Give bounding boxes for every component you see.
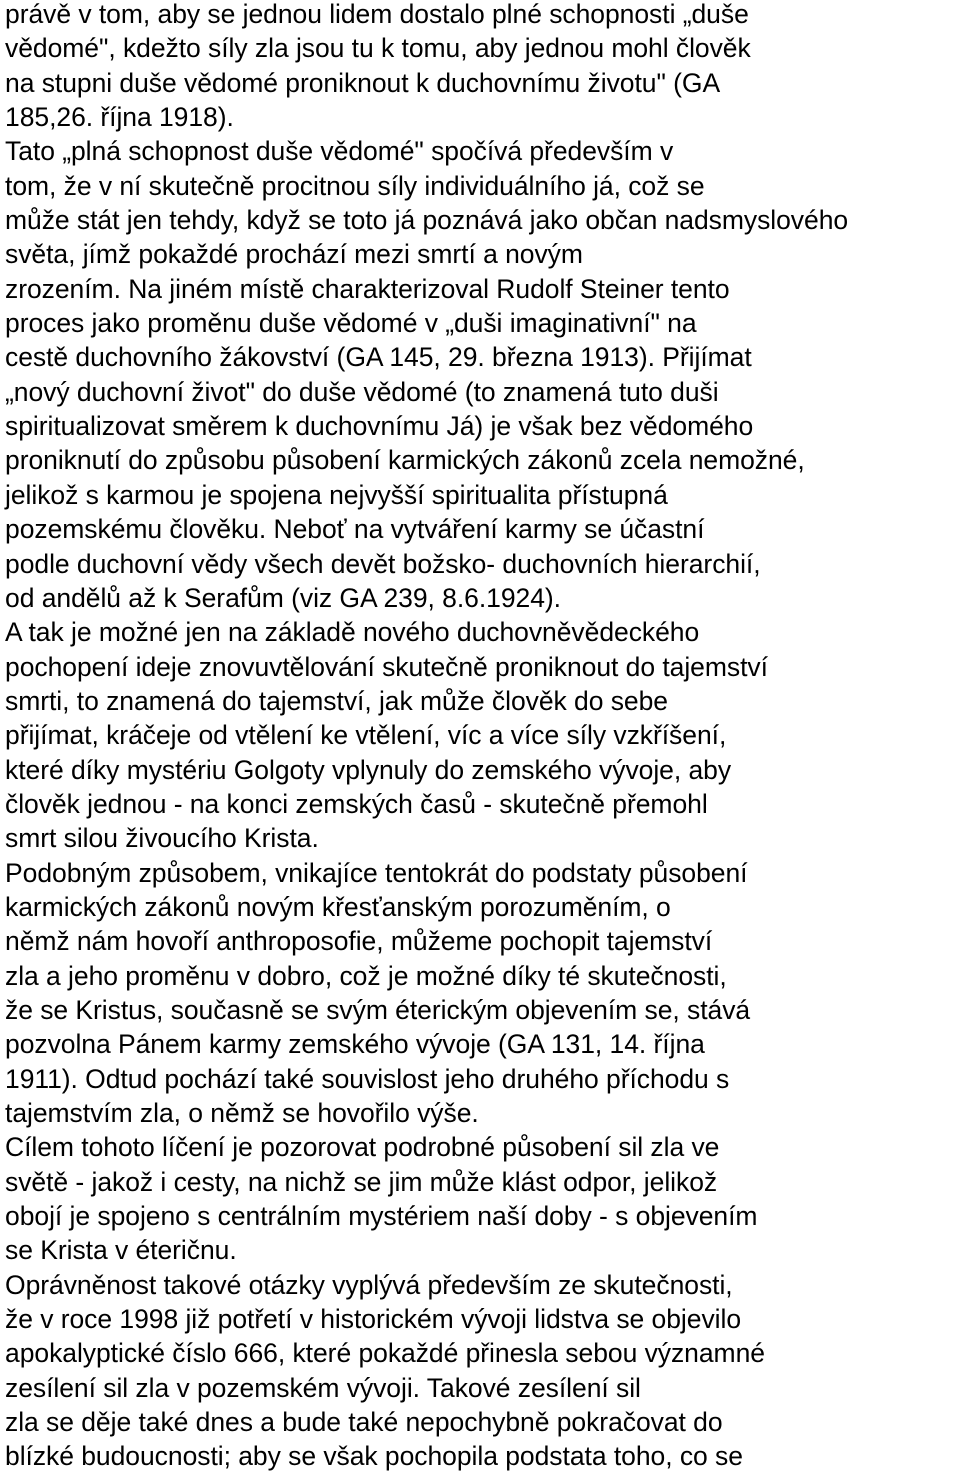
text-line: zesílení sil zla v pozemském vývoji. Takové zesílení sil	[5, 1372, 641, 1403]
text-line: 185,26. října 1918).	[5, 102, 234, 133]
text-line: podle duchovní vědy všech devět božsko- duchovních hierarchií,	[5, 548, 761, 579]
text-line: na stupni duše vědomé proniknout k duchovnímu životu" (GA	[5, 67, 721, 98]
text-line: tom, že v ní skutečně procitnou síly individuálního já, což se	[5, 170, 705, 201]
text-line: zrozením. Na jiném místě charakterizoval Rudolf Steiner tento	[5, 273, 730, 304]
text-line: zla a jeho proměnu v dobro, což je možné díky té skutečnosti,	[5, 960, 727, 991]
text-line: zla se děje také dnes a bude také nepochybně pokračovat do	[5, 1407, 723, 1438]
text-line: jelikož s karmou je spojena nejvyšší spiritualita přístupná	[5, 479, 668, 510]
text-line: se Krista v éteričnu.	[5, 1235, 237, 1266]
text-line: právě v tom, aby se jednou lidem dostalo plné schopnosti „duše	[5, 0, 749, 29]
text-line: smrti, to znamená do tajemství, jak může člověk do sebe	[5, 685, 668, 716]
text-line: „nový duchovní život" do duše vědomé (to znamená tuto duši	[5, 376, 719, 407]
text-line: Cílem tohoto líčení je pozorovat podrobné působení sil zla ve	[5, 1132, 720, 1163]
text-line: že v roce 1998 již potřetí v historickém vývoji lidstva se objevilo	[5, 1304, 742, 1335]
text-line: obojí je spojeno s centrálním mystériem naší doby - s objevením	[5, 1201, 758, 1232]
text-line: karmických zákonů novým křesťanským porozuměním, o	[5, 891, 671, 922]
document-page	[5, 0, 960, 1474]
text-line: cestě duchovního žákovství (GA 145, 29. března 1913). Přijímat	[5, 342, 752, 373]
text-line: tajemstvím zla, o němž se hovořilo výše.	[5, 1098, 479, 1128]
text-line: vědomé", kdežto síly zla jsou tu k tomu, aby jednou mohl člověk	[5, 33, 751, 64]
text-line: apokalyptické číslo 666, které pokaždé přinesla sebou významné	[5, 1338, 765, 1369]
text-line: němž nám hovoří anthroposofie, můžeme pochopit tajemství	[5, 926, 713, 957]
text-line: Podobným způsobem, vnikajíce tentokrát do podstaty působení	[5, 857, 748, 888]
text-line: pochopení ideje znovuvtělování skutečně proniknout do tajemství	[5, 651, 768, 682]
text-line: může stát jen tehdy, když se toto já poznává jako občan nadsmyslového	[5, 205, 849, 236]
text-line: od andělů až k Serafům (viz GA 239, 8.6.1924).	[5, 582, 561, 613]
text-line: přijímat, kráčeje od vtělení ke vtělení, víc a více síly vzkříšení,	[5, 720, 727, 751]
text-line: pozvolna Pánem karmy zemského vývoje (GA 131, 14. října	[5, 1029, 705, 1060]
text-line: které díky mystériu Golgoty vplynuly do zemského vývoje, aby	[5, 754, 732, 785]
text-line: spiritualizovat směrem k duchovnímu Já) je však bez vědomého	[5, 411, 754, 442]
text-line: že se Kristus, současně se svým éterickým objevením se, stává	[5, 994, 751, 1025]
text-line: 1911). Odtud pochází také souvislost jeho druhého příchodu s	[5, 1063, 730, 1094]
text-line: Tato „plná schopnost duše vědomé" spočívá především v	[5, 136, 674, 167]
text-line: proniknutí do způsobu působení karmických zákonů zcela nemožné,	[5, 445, 805, 476]
text-line: světa, jímž pokaždé prochází mezi smrtí a novým	[5, 239, 583, 270]
text-line: Oprávněnost takové otázky vyplývá především ze skutečnosti,	[5, 1269, 733, 1300]
text-line: proces jako proměnu duše vědomé v „duši imaginativní" na	[5, 308, 697, 339]
text-line: smrt silou živoucího Krista.	[5, 823, 319, 854]
text-line: pozemskému člověku. Neboť na vytváření karmy se účastní	[5, 514, 705, 545]
text-line: blízké budoucnosti; aby se však pochopila podstata toho, co se	[5, 1441, 743, 1472]
text-line: světě - jakož i cesty, na nichž se jim může klást odpor, jelikož	[5, 1166, 718, 1197]
text-line: A tak je možné jen na základě nového duchovněvědeckého	[5, 617, 700, 648]
text-line: člověk jednou - na konci zemských časů - skutečně přemohl	[5, 788, 708, 819]
